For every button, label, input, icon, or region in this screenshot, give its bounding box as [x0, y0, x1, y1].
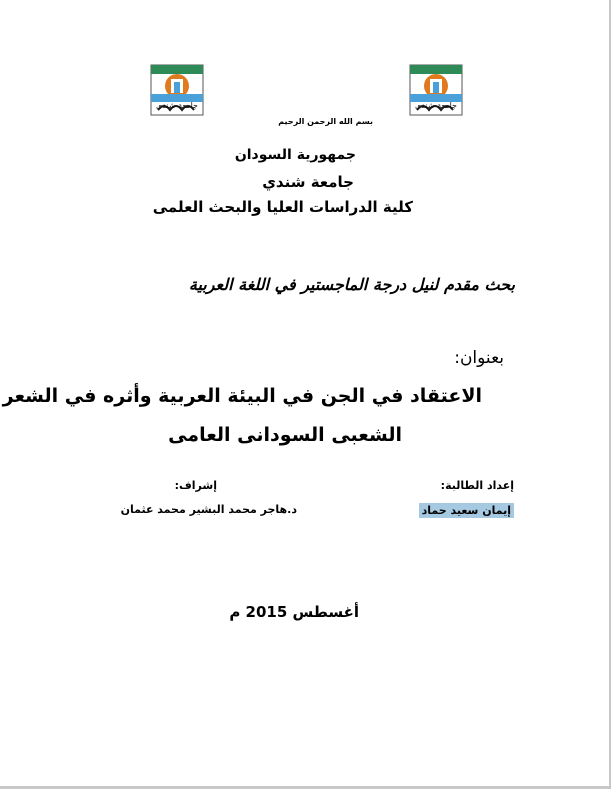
country-line: جمهورية السودان	[234, 147, 356, 163]
university-logo-right	[409, 64, 463, 116]
university-line: جامعة شندي	[262, 173, 354, 191]
supervisor-name: د.هاجر محمد البشير محمد عثمان	[120, 503, 297, 516]
title-label: بعنوان:	[454, 348, 504, 368]
prepared-by-label: إعداد الطالبة:	[440, 479, 514, 492]
logo-lettering: جامعة شندي	[415, 101, 457, 110]
degree-statement: بحث مقدم لنيل درجة الماجستير في اللغة العربية	[188, 275, 515, 294]
university-logo-left	[150, 64, 204, 116]
student-name: إيمان سعيد حماد	[419, 503, 514, 518]
faculty-line: كلية الدراسات العليا والبحث العلمى	[152, 198, 413, 216]
submission-date: أغسطس 2015 م	[229, 603, 359, 621]
basmala: بسم الله الرحمن الرحيم	[278, 117, 373, 126]
logo-lettering: جامعة شندي	[156, 101, 198, 110]
thesis-title-line-1: الاعتقاد في الجن في البيئة العربية وأثره في الشعر	[2, 385, 482, 407]
university-seal-icon	[409, 64, 463, 116]
thesis-title-line-2: الشعبى السودانى العامى	[168, 424, 402, 446]
university-seal-icon	[150, 64, 204, 116]
supervision-label: إشراف:	[174, 479, 217, 492]
